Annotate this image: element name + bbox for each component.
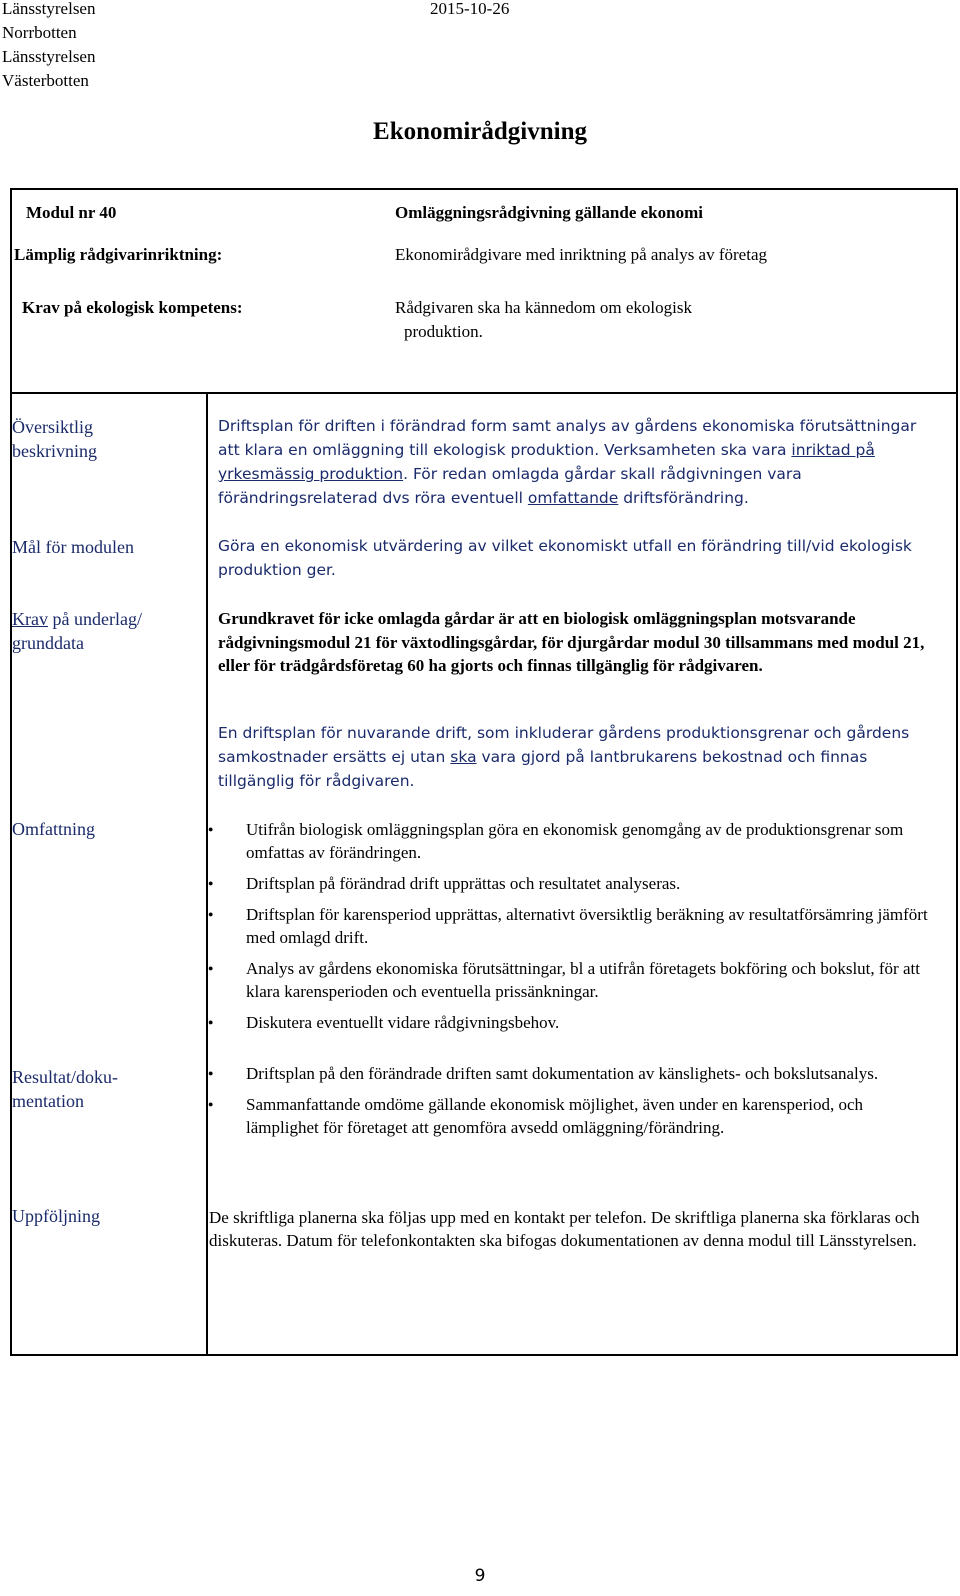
requirements-main-text: Grundkravet för icke omlagda gårdar är att en biologisk omläggningsplan motsvarande rådgivningsmodul 21 för växtodlingsgårdar, för djurgårdar modul 30 tillsammans med modul 21, eller för trädgårdsföretag 60 ha gjorts och finnas tillgänglig för rådgivaren.	[218, 609, 925, 675]
scope-list	[208, 818, 938, 1034]
overview-text-part: Driftsplan för driften i förändrad form samt analys av gårdens ekonomiska förutsättningar att klara en omläggning till ekologisk produktion. Verksamheten ska vara	[218, 417, 917, 459]
document-title: Ekonomirådgivning	[373, 118, 587, 145]
overview-label	[12, 415, 97, 463]
requirements-underlined-word: ska	[450, 748, 477, 766]
overview-underlined-phrase: inriktad på yrkesmässig produktion	[218, 441, 875, 483]
issuer-line: Länsstyrelsen	[2, 0, 96, 18]
followup-text: De skriftliga planerna ska följas upp med en kontakt per telefon. De skriftliga planerna ska förklaras och diskuteras. Datum för telefonkontakten ska bifogas dokumentationen av denna modul till Länsstyrelsen.	[209, 1208, 920, 1250]
overview-label-line: beskrivning	[12, 441, 97, 461]
result-list	[208, 1062, 938, 1139]
goal-label: Mål för modulen	[12, 537, 134, 557]
requirements-label-rest: på underlag/	[47, 609, 142, 629]
overview-text	[218, 414, 938, 510]
issuer-line: Västerbotten	[2, 71, 89, 90]
scope-label: Omfattning	[12, 819, 95, 839]
scope-item: ● Driftsplan på förändrad drift upprättas och resultatet analyseras.	[208, 872, 938, 895]
requirements-label-line	[12, 607, 142, 631]
requirements-label-line: grunddata	[12, 633, 84, 653]
document-date: 2015-10-26	[430, 0, 510, 18]
issuer-line: Länsstyrelsen	[2, 47, 96, 66]
overview-text-part: . För redan omlagda gårdar skall rådgivningen vara förändringsrelaterad dvs röra eventuell	[218, 465, 802, 507]
overview-underlined-word: omfattande	[527, 489, 619, 507]
result-item: ● Sammanfattande omdöme gällande ekonomisk möjlighet, även under en karensperiod, och lämplighet för företaget att genomföra avsedd omläggning/förändring.	[208, 1093, 938, 1139]
module-name: Omläggningsrådgivning gällande ekonomi	[395, 203, 703, 222]
issuer-line: Norrbotten	[2, 23, 77, 42]
scope-item: ● Utifrån biologisk omläggningsplan göra en ekonomisk genomgång av de produktionsgrenar som omfattas av förändringen.	[208, 818, 938, 864]
requirements-label	[12, 607, 142, 655]
issuer-block	[2, 0, 95, 93]
requirements-driftsplan-text	[218, 721, 923, 793]
competence-value-line-2: produktion.	[404, 322, 483, 341]
result-item: ● Driftsplan på den förändrade driften samt dokumentation av känslighets- och bokslutsanalys.	[208, 1062, 938, 1085]
orientation-value: Ekonomirådgivare med inriktning på analys av företag	[395, 245, 767, 264]
page-number: 9	[474, 1566, 486, 1586]
followup-label: Uppföljning	[12, 1206, 100, 1226]
overview-label-line: Översiktlig	[12, 417, 93, 437]
orientation-label: Lämplig rådgivarinriktning:	[14, 245, 223, 264]
overview-text-part: driftsförändring.	[618, 489, 749, 507]
result-label	[12, 1065, 118, 1113]
scope-item: ● Diskutera eventuellt vidare rådgivningsbehov.	[208, 1011, 938, 1034]
scope-item: ● Analys av gårdens ekonomiska förutsättningar, bl a utifrån företagets bokföring och bokslut, för att klara karensperioden och eventuella prissänkningar.	[208, 957, 938, 1003]
requirements-text-part: vara gjord på lantbrukarens bekostnad och finnas tillgänglig för rådgivaren.	[218, 748, 868, 790]
result-label-line: Resultat/doku-	[12, 1067, 118, 1087]
result-label-line: mentation	[12, 1091, 84, 1111]
competence-label: Krav på ekologisk kompetens:	[22, 298, 243, 317]
goal-text: Göra en ekonomisk utvärdering av vilket ekonomiskt utfall en förändring till/vid ekologisk produktion ger.	[218, 537, 912, 579]
requirements-label-underlined: Krav	[12, 609, 48, 629]
competence-value-line-1: Rådgivaren ska ha kännedom om ekologisk	[395, 298, 692, 317]
scope-item: ● Driftsplan för karensperiod upprättas, alternativt översiktlig beräkning av resultatförsämring jämfört med omlagd drift.	[208, 903, 938, 949]
module-number-label: Modul nr 40	[26, 203, 117, 222]
table-divider	[12, 392, 956, 394]
requirements-text-part: En driftsplan för nuvarande drift, som inkluderar gårdens produktionsgrenar och gårdens samkostnader ersätts ej utan	[218, 724, 910, 766]
